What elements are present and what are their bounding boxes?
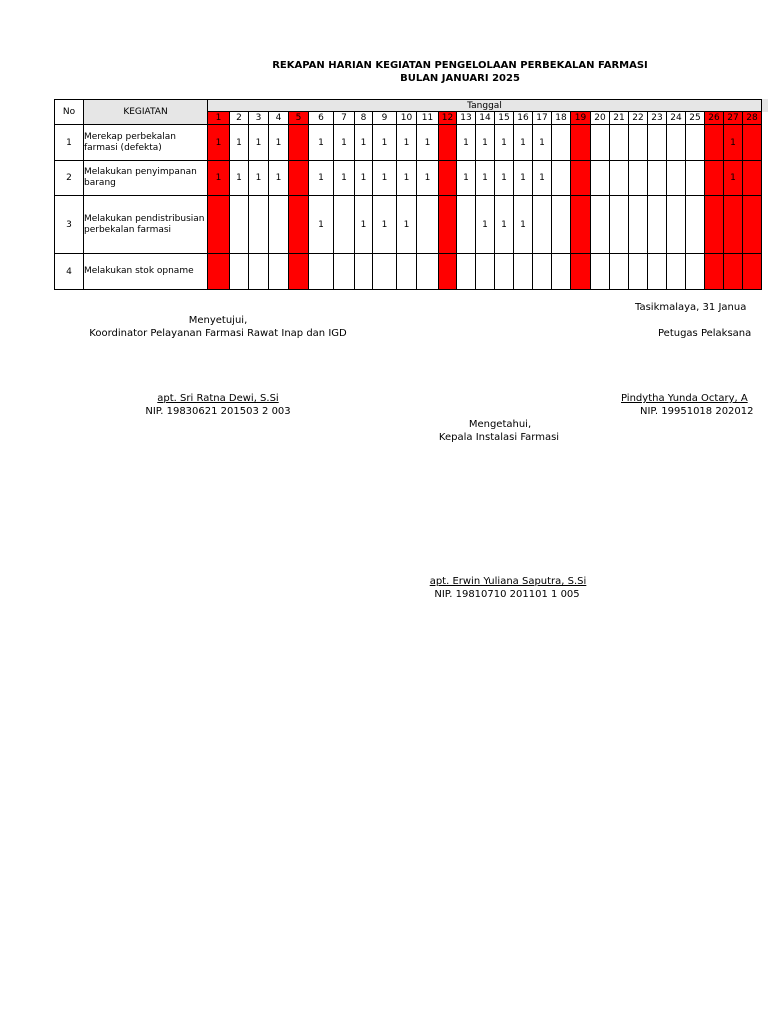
row-number: 2	[55, 161, 84, 196]
day-value-cell	[373, 254, 397, 290]
header-kegiatan: KEGIATAN	[84, 100, 208, 125]
day-value-cell: 1	[533, 161, 552, 196]
day-header-cell: 15	[495, 112, 514, 125]
report-subtitle: BULAN JANUARI 2025	[400, 73, 520, 84]
day-value-cell	[686, 196, 705, 254]
day-header-cell: 1	[208, 112, 230, 125]
day-value-cell	[571, 125, 591, 161]
day-header-cell: 9	[373, 112, 397, 125]
day-value-cell	[610, 196, 629, 254]
right-position-label: Petugas Pelaksana	[658, 328, 752, 339]
day-value-cell: 1	[334, 125, 355, 161]
day-header-cell: 20	[591, 112, 610, 125]
day-value-cell	[667, 125, 686, 161]
day-value-cell: 1	[397, 125, 417, 161]
day-value-cell	[230, 196, 249, 254]
day-value-cell: 1	[373, 161, 397, 196]
day-value-cell	[417, 196, 439, 254]
day-header-cell: 26	[705, 112, 724, 125]
day-value-cell	[724, 254, 743, 290]
day-value-cell	[667, 196, 686, 254]
row-number: 1	[55, 125, 84, 161]
right-signer-name: Pindytha Yunda Octary, A	[621, 393, 748, 404]
day-value-cell	[355, 254, 373, 290]
day-value-cell	[208, 254, 230, 290]
day-value-cell: 1	[230, 161, 249, 196]
day-value-cell: 1	[269, 125, 289, 161]
day-value-cell: 1	[417, 161, 439, 196]
day-value-cell	[705, 196, 724, 254]
day-value-cell: 1	[417, 125, 439, 161]
right-signer-nip: NIP. 19951018 202012	[640, 406, 754, 417]
day-value-cell	[667, 254, 686, 290]
day-value-cell	[571, 161, 591, 196]
day-header-cell: 21	[610, 112, 629, 125]
day-value-cell: 1	[309, 125, 334, 161]
day-value-cell	[629, 254, 648, 290]
day-value-cell	[495, 254, 514, 290]
day-header-cell: 24	[667, 112, 686, 125]
day-value-cell: 1	[495, 196, 514, 254]
header-tanggal: Tanggal	[208, 100, 762, 112]
day-value-cell: 1	[514, 125, 533, 161]
day-value-cell	[629, 196, 648, 254]
day-value-cell	[397, 254, 417, 290]
day-value-cell: 1	[355, 161, 373, 196]
day-value-cell	[439, 254, 457, 290]
place-date: Tasikmalaya, 31 Janua	[635, 302, 747, 313]
day-value-cell	[629, 125, 648, 161]
day-value-cell	[334, 254, 355, 290]
day-value-cell: 1	[208, 161, 230, 196]
left-signer-nip: NIP. 19830621 201503 2 003	[145, 406, 291, 417]
day-value-cell	[648, 196, 667, 254]
day-header-cell: 17	[533, 112, 552, 125]
day-value-cell: 1	[269, 161, 289, 196]
day-value-cell: 1	[230, 125, 249, 161]
day-value-cell	[571, 196, 591, 254]
day-header-cell: 8	[355, 112, 373, 125]
day-value-cell	[533, 196, 552, 254]
day-value-cell: 1	[397, 161, 417, 196]
day-value-cell: 1	[495, 125, 514, 161]
day-value-cell	[309, 254, 334, 290]
day-value-cell	[705, 161, 724, 196]
day-value-cell: 1	[724, 161, 743, 196]
day-value-cell: 1	[533, 125, 552, 161]
day-header-cell: 23	[648, 112, 667, 125]
left-signer-name: apt. Sri Ratna Dewi, S.Si	[157, 393, 279, 404]
day-header-cell: 3	[249, 112, 269, 125]
day-header-cell: 11	[417, 112, 439, 125]
day-value-cell	[610, 125, 629, 161]
day-value-cell: 1	[249, 125, 269, 161]
center-signer-nip: NIP. 19810710 201101 1 005	[434, 589, 580, 600]
row-number: 3	[55, 196, 84, 254]
day-header-cell: 27	[724, 112, 743, 125]
day-value-cell	[249, 254, 269, 290]
day-value-cell	[552, 125, 571, 161]
day-value-cell	[230, 254, 249, 290]
day-value-cell	[648, 254, 667, 290]
day-header-cell: 6	[309, 112, 334, 125]
table-row	[55, 254, 762, 290]
report-title: REKAPAN HARIAN KEGIATAN PENGELOLAAN PERBEKALAN FARMASI	[272, 60, 648, 71]
day-value-cell: 1	[457, 125, 476, 161]
day-value-cell: 1	[355, 125, 373, 161]
row-number: 4	[55, 254, 84, 290]
day-value-cell: 1	[373, 125, 397, 161]
day-header-cell: 10	[397, 112, 417, 125]
day-value-cell	[552, 161, 571, 196]
day-value-cell	[269, 196, 289, 254]
day-value-cell	[705, 125, 724, 161]
day-header-cell: 22	[629, 112, 648, 125]
day-value-cell: 1	[249, 161, 269, 196]
day-value-cell	[439, 161, 457, 196]
day-value-cell: 1	[724, 125, 743, 161]
day-value-cell: 1	[476, 125, 495, 161]
day-value-cell	[648, 125, 667, 161]
day-header-cell: 5	[289, 112, 309, 125]
table-row	[55, 196, 762, 254]
day-value-cell	[269, 254, 289, 290]
day-value-cell: 1	[397, 196, 417, 254]
day-header-cell: 13	[457, 112, 476, 125]
day-value-cell	[591, 254, 610, 290]
day-value-cell	[552, 254, 571, 290]
day-value-cell	[439, 196, 457, 254]
day-value-cell	[610, 254, 629, 290]
day-value-cell	[724, 196, 743, 254]
left-position-label: Koordinator Pelayanan Farmasi Rawat Inap dan IGD	[89, 328, 347, 339]
day-header-cell: 4	[269, 112, 289, 125]
day-value-cell	[591, 196, 610, 254]
day-value-cell	[667, 161, 686, 196]
day-header-cell: 25	[686, 112, 705, 125]
day-value-cell	[417, 254, 439, 290]
day-value-cell: 1	[514, 196, 533, 254]
day-value-cell	[629, 161, 648, 196]
day-value-cell: 1	[457, 161, 476, 196]
day-header-cell: 2	[230, 112, 249, 125]
activity-name: Melakukan penyimpanan barang	[84, 161, 208, 196]
day-value-cell	[533, 254, 552, 290]
day-value-cell	[289, 196, 309, 254]
day-header-cell: 7	[334, 112, 355, 125]
activity-name: Melakukan pendistribusian perbekalan farmasi	[84, 196, 208, 254]
day-value-cell	[591, 125, 610, 161]
activity-name: Melakukan stok opname	[84, 254, 208, 290]
day-value-cell	[289, 161, 309, 196]
day-value-cell	[743, 161, 762, 196]
day-value-cell	[514, 254, 533, 290]
day-header-cell: 14	[476, 112, 495, 125]
day-value-cell: 1	[334, 161, 355, 196]
day-value-cell	[476, 254, 495, 290]
day-value-cell: 1	[373, 196, 397, 254]
day-value-cell	[289, 254, 309, 290]
day-value-cell	[743, 196, 762, 254]
day-value-cell: 1	[495, 161, 514, 196]
day-value-cell	[686, 125, 705, 161]
day-header-cell: 28	[743, 112, 762, 125]
table-row	[55, 161, 762, 196]
day-value-cell	[591, 161, 610, 196]
day-value-cell	[686, 161, 705, 196]
header-no: No	[55, 100, 84, 125]
day-value-cell	[610, 161, 629, 196]
center-acknowledge-label: Mengetahui,	[468, 419, 532, 430]
day-value-cell	[208, 196, 230, 254]
day-value-cell: 1	[309, 196, 334, 254]
left-approval-label: Menyetujui,	[188, 315, 248, 326]
table-row	[55, 125, 762, 161]
center-signer-name: apt. Erwin Yuliana Saputra, S.Si	[429, 576, 587, 587]
day-value-cell	[439, 125, 457, 161]
day-value-cell	[743, 254, 762, 290]
day-header-cell: 12	[439, 112, 457, 125]
day-value-cell: 1	[355, 196, 373, 254]
table-body	[55, 125, 762, 290]
day-value-cell	[457, 196, 476, 254]
day-value-cell	[571, 254, 591, 290]
day-value-cell	[289, 125, 309, 161]
activity-table	[54, 99, 762, 290]
day-value-cell	[334, 196, 355, 254]
day-value-cell	[457, 254, 476, 290]
day-header-cell: 19	[571, 112, 591, 125]
day-value-cell	[648, 161, 667, 196]
day-header-cell: 16	[514, 112, 533, 125]
center-position-label: Kepala Instalasi Farmasi	[438, 432, 560, 443]
day-value-cell: 1	[514, 161, 533, 196]
day-value-cell	[686, 254, 705, 290]
day-value-cell: 1	[476, 196, 495, 254]
day-value-cell	[552, 196, 571, 254]
day-value-cell	[249, 196, 269, 254]
day-value-cell: 1	[476, 161, 495, 196]
activity-name: Merekap perbekalan farmasi (defekta)	[84, 125, 208, 161]
day-value-cell: 1	[309, 161, 334, 196]
day-value-cell	[705, 254, 724, 290]
day-value-cell	[743, 125, 762, 161]
day-header-cell: 18	[552, 112, 571, 125]
day-value-cell: 1	[208, 125, 230, 161]
